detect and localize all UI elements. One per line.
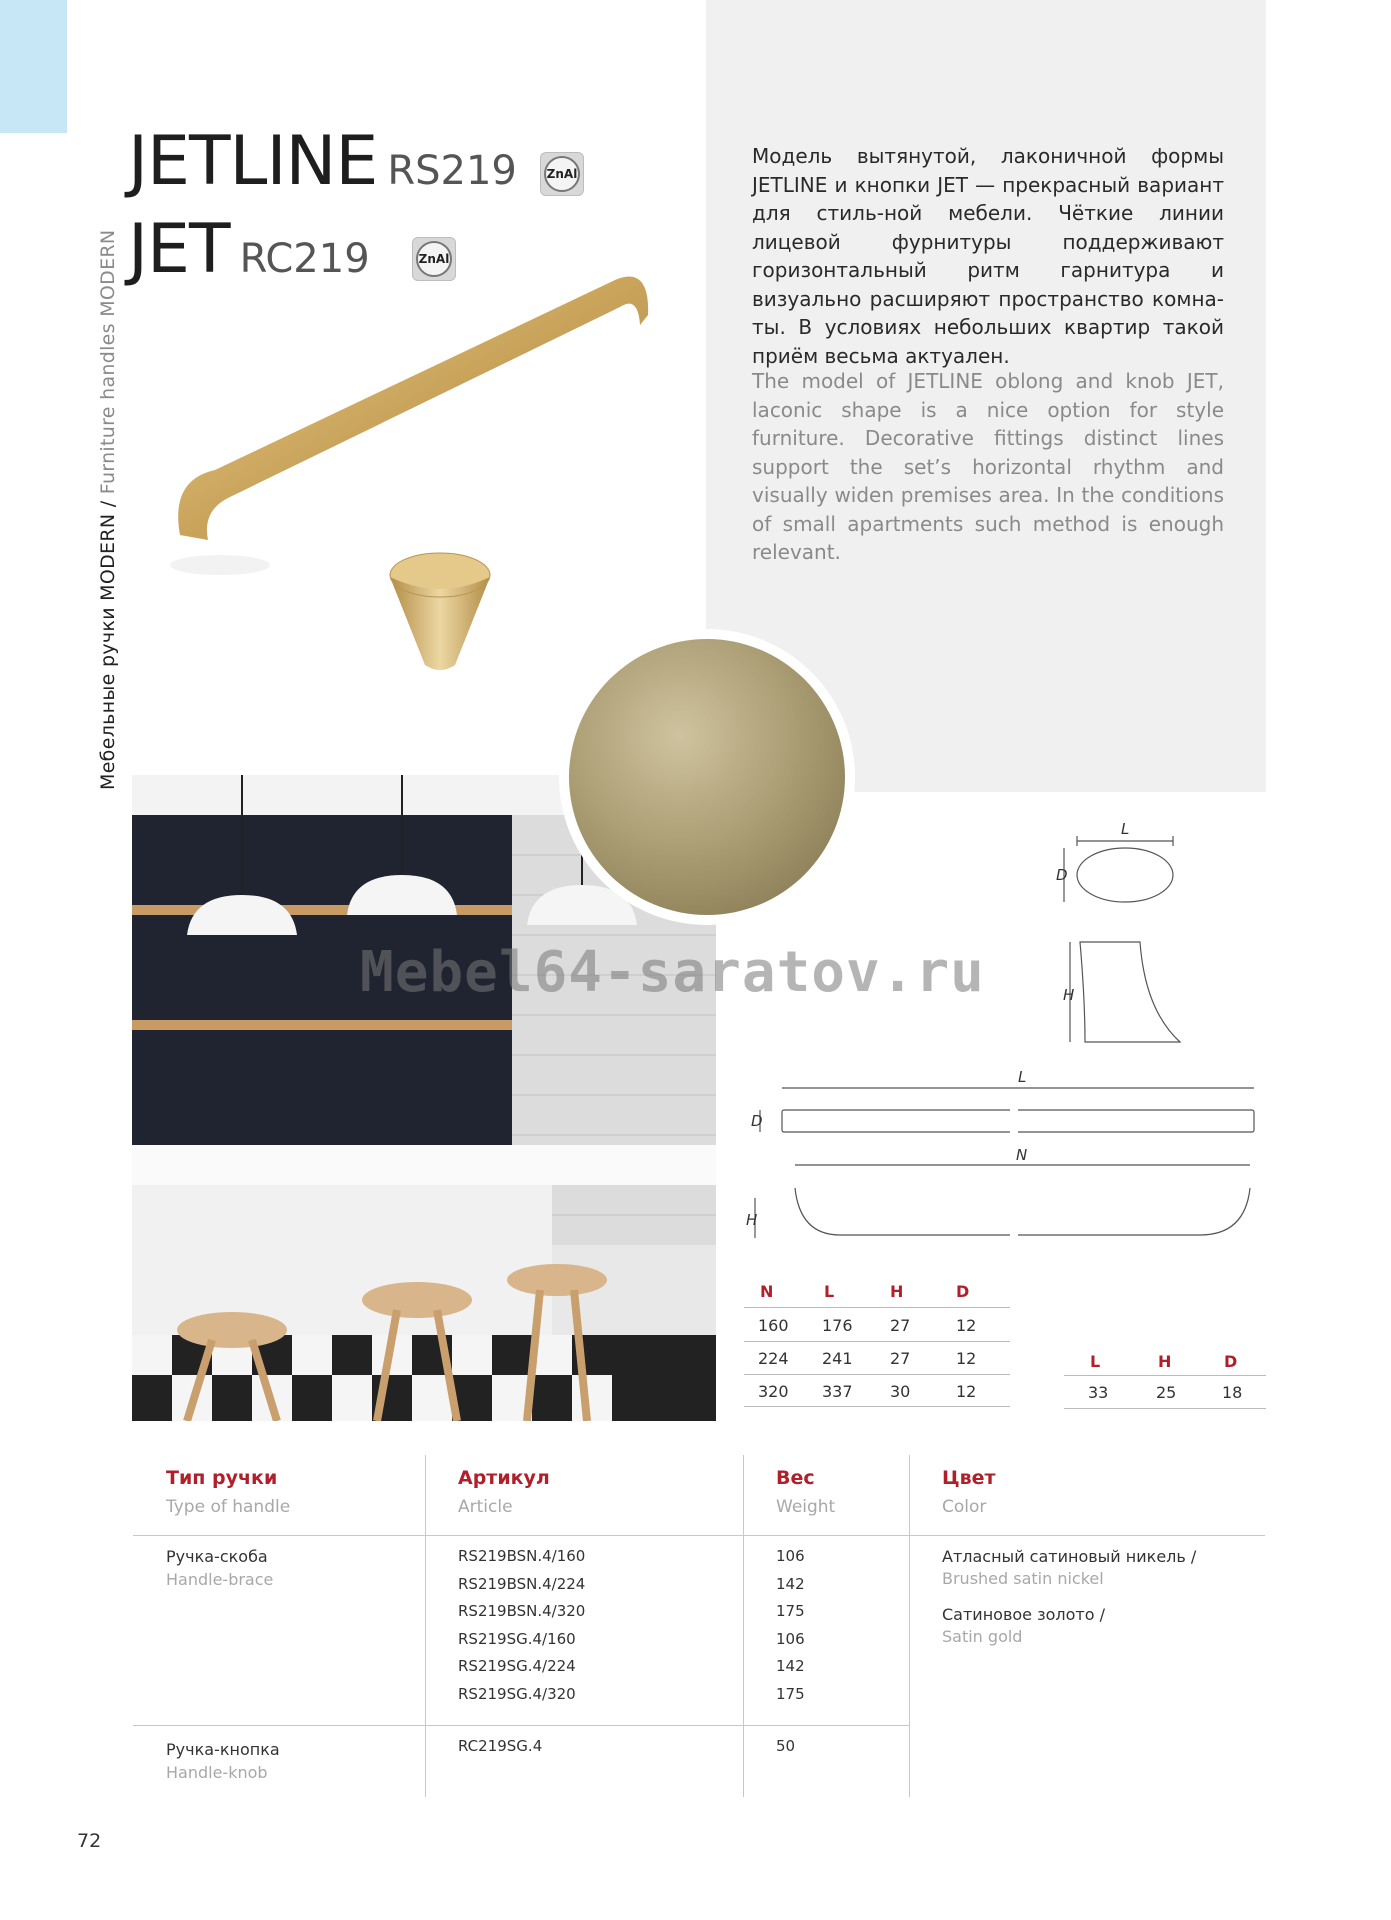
table-rule	[744, 1374, 1010, 1375]
row2-type-en: Handle-knob	[166, 1763, 268, 1782]
dim-cell: 12	[956, 1349, 977, 1368]
specification-table	[133, 1455, 1265, 1797]
col-sub-article: Article	[458, 1497, 513, 1517]
weight-value: 106	[776, 1629, 805, 1648]
row1-weights	[776, 1543, 805, 1708]
row1-type-en: Handle-brace	[166, 1570, 274, 1589]
dim-header-L: L	[824, 1282, 835, 1301]
dim-cell: 337	[822, 1382, 853, 1401]
color-1-ru: Атласный сатиновый никель /	[942, 1547, 1197, 1566]
product2-code: RC219	[239, 236, 370, 282]
page-number: 72	[77, 1830, 102, 1852]
article-code: RS219BSN.4/224	[458, 1574, 586, 1593]
col-sub-type: Type of handle	[166, 1497, 291, 1517]
col-header-article: Артикул	[458, 1467, 550, 1489]
weight-value: 142	[776, 1657, 805, 1675]
col-header-type: Тип ручки	[166, 1467, 278, 1489]
drawing-label-L: L	[1121, 820, 1130, 838]
row2-article: RC219SG.4	[458, 1737, 543, 1755]
col-sub-weight: Weight	[776, 1497, 836, 1517]
product1-badge: ZnAl	[544, 156, 580, 192]
dim-header-H: H	[890, 1282, 904, 1301]
side-section-label	[97, 230, 119, 790]
product1-code: RS219	[387, 148, 517, 194]
table-divider	[743, 1455, 744, 1797]
row1-articles	[458, 1543, 585, 1708]
dim-cell: 241	[822, 1349, 853, 1368]
col-header-weight: Вес	[776, 1467, 815, 1489]
col-sub-color: Color	[942, 1497, 987, 1517]
table-rule	[744, 1307, 1010, 1308]
product1-name: JETLINE	[128, 122, 378, 201]
color-2-ru: Сатиновое золото /	[942, 1605, 1105, 1624]
handle-dimensions-table	[744, 1278, 1010, 1401]
dim-cell: 27	[890, 1316, 911, 1335]
table-rule	[744, 1406, 1010, 1407]
title-jetline	[128, 122, 517, 201]
weight-value: 175	[776, 1602, 805, 1620]
knob-dimensions-table	[1064, 1348, 1266, 1408]
article-code: RS219SG.4/320	[458, 1684, 576, 1703]
description-en: The model of JETLINE oblong and knob JET, laconic shape is a nice option for style furniture. Decorative fittings distinct lines support the set’s horizontal rhythm and visually widen premises area. In the conditions of small apartments such method is enough relevant.	[752, 369, 1224, 564]
side-label-en: Furniture handles MODERN	[97, 229, 119, 501]
dim-cell: 30	[890, 1382, 911, 1401]
corner-tab	[0, 0, 67, 133]
description-ru: Модель вытянутой, лаконичной формы JETLINE и кнопки JET — прекрасный вариант для стиль-ной мебели. Чёткие линии лицевой фурнитуры поддерживают горизонтальный ритм гарнитура и визуально расширяют пространство комна-ты. В условиях небольших квартир такой приём весьма актуален.	[752, 144, 1224, 368]
col-header-color: Цвет	[942, 1467, 996, 1489]
drawing-label-H: H	[746, 1211, 758, 1229]
weight-value: 106	[776, 1547, 805, 1565]
article-code: RS219SG.4/224	[458, 1657, 576, 1675]
knob-dim-header-L: L	[1090, 1352, 1101, 1371]
article-code: RS219SG.4/160	[458, 1629, 576, 1648]
color-2-en: Satin gold	[942, 1627, 1023, 1646]
drawing-label-L: L	[1018, 1068, 1027, 1086]
row2-weight: 50	[776, 1737, 796, 1755]
knob-dim-cell: 25	[1156, 1383, 1177, 1402]
drawing-label-H: H	[1063, 986, 1075, 1004]
dim-cell: 27	[890, 1349, 911, 1368]
drawing-label-D: D	[1056, 866, 1068, 884]
knob-dim-cell: 33	[1088, 1383, 1109, 1402]
knob-dim-cell: 18	[1222, 1383, 1243, 1402]
dim-cell: 320	[758, 1382, 789, 1401]
znal-badge-icon	[540, 152, 584, 196]
table-divider	[133, 1725, 910, 1726]
weight-value: 175	[776, 1684, 805, 1703]
dim-cell: 12	[956, 1382, 977, 1401]
handle-brace-image	[170, 277, 648, 575]
knob-dim-header-D: D	[1224, 1352, 1238, 1371]
table-rule	[744, 1341, 1010, 1342]
drawing-label-D: D	[751, 1112, 763, 1130]
article-code: RS219BSN.4/320	[458, 1602, 586, 1620]
knob-dim-header-H: H	[1158, 1352, 1172, 1371]
side-label-ru: Мебельные ручки MODERN /	[97, 500, 119, 790]
table-divider	[425, 1455, 426, 1797]
knob-image	[390, 553, 490, 670]
color-1-en: Brushed satin nickel	[942, 1569, 1104, 1588]
dim-cell: 160	[758, 1316, 789, 1335]
dim-cell: 224	[758, 1349, 789, 1368]
table-divider	[909, 1455, 910, 1797]
table-rule	[1064, 1375, 1266, 1376]
drawing-label-N: N	[1016, 1146, 1028, 1164]
table-rule	[1064, 1408, 1266, 1409]
row2-type-ru: Ручка-кнопка	[166, 1740, 280, 1759]
handle-and-knob-illustration	[160, 265, 680, 685]
table-divider	[133, 1535, 1265, 1536]
dim-cell: 176	[822, 1316, 853, 1335]
product2-badge: ZnAl	[416, 241, 452, 277]
weight-value: 142	[776, 1574, 805, 1593]
dim-header-D: D	[956, 1282, 970, 1301]
dim-cell: 12	[956, 1316, 977, 1335]
product2-name: JET	[128, 210, 230, 289]
technical-drawing	[740, 810, 1270, 1240]
article-code: RS219BSN.4/160	[458, 1547, 586, 1565]
dim-header-N: N	[760, 1282, 774, 1301]
row1-type-ru: Ручка-скоба	[166, 1547, 268, 1566]
watermark: Mebel64-saratov.ru	[360, 940, 985, 1005]
